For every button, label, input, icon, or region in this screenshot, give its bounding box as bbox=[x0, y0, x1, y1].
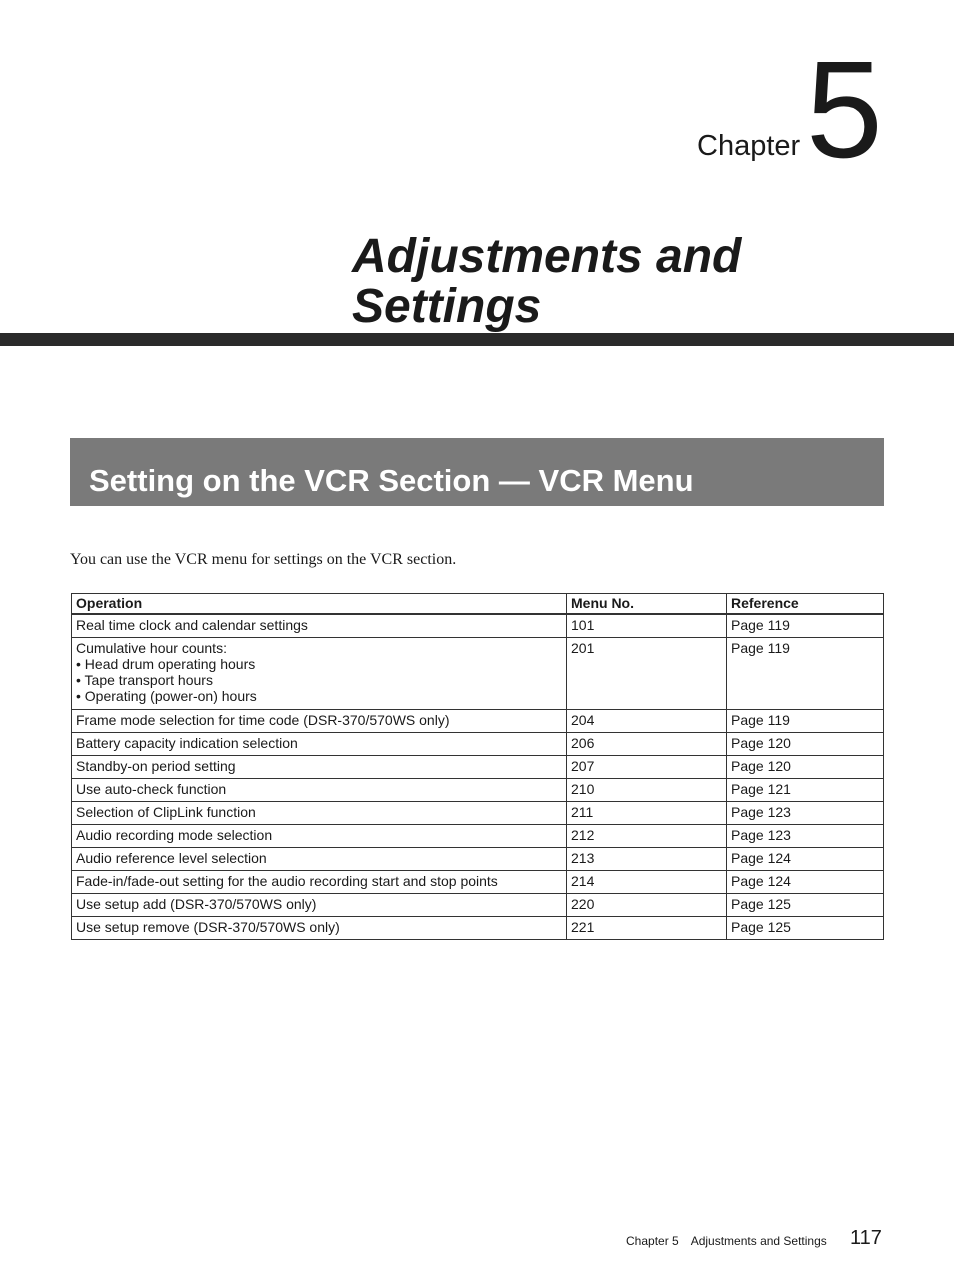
reference-cell: Page 125 bbox=[727, 894, 884, 917]
column-header-reference: Reference bbox=[727, 594, 884, 615]
table-row bbox=[72, 779, 884, 802]
operation-cell: Audio reference level selection bbox=[72, 848, 567, 871]
reference-cell: Page 124 bbox=[727, 871, 884, 894]
title-rule bbox=[0, 333, 954, 346]
menu-no-cell: 220 bbox=[567, 894, 727, 917]
operation-cell: Battery capacity indication selection bbox=[72, 733, 567, 756]
menu-no-cell: 211 bbox=[567, 802, 727, 825]
reference-cell: Page 125 bbox=[727, 917, 884, 940]
reference-cell: Page 123 bbox=[727, 825, 884, 848]
chapter-title: Adjustments and Settings bbox=[352, 230, 742, 333]
chapter-number: 5 bbox=[806, 33, 883, 187]
reference-cell: Page 123 bbox=[727, 802, 884, 825]
table-row bbox=[72, 614, 884, 638]
reference-cell: Page 120 bbox=[727, 756, 884, 779]
footer-chapter-label: Chapter 5 bbox=[626, 1234, 679, 1248]
menu-no-cell: 210 bbox=[567, 779, 727, 802]
table-row bbox=[72, 756, 884, 779]
table-row bbox=[72, 802, 884, 825]
menu-no-cell: 213 bbox=[567, 848, 727, 871]
footer-chapter-title: Adjustments and Settings bbox=[690, 1234, 827, 1248]
menu-no-cell: 221 bbox=[567, 917, 727, 940]
operation-cell: Standby-on period setting bbox=[72, 756, 567, 779]
section-heading: Setting on the VCR Section — VCR Menu bbox=[89, 463, 694, 498]
operation-cell: Cumulative hour counts: • Head drum operating hours • Tape transport hours • Operating (power-on) hours bbox=[72, 638, 567, 710]
running-footer bbox=[626, 1234, 827, 1248]
reference-cell: Page 120 bbox=[727, 733, 884, 756]
operation-cell: Use setup remove (DSR-370/570WS only) bbox=[72, 917, 567, 940]
operation-cell: Frame mode selection for time code (DSR-370/570WS only) bbox=[72, 710, 567, 733]
table-row bbox=[72, 733, 884, 756]
table-row bbox=[72, 825, 884, 848]
vcr-menu-table bbox=[71, 593, 884, 940]
operation-cell: Use auto-check function bbox=[72, 779, 567, 802]
table-row bbox=[72, 710, 884, 733]
column-header-operation: Operation bbox=[72, 594, 567, 615]
operation-cell: Real time clock and calendar settings bbox=[72, 614, 567, 638]
operation-cell: Use setup add (DSR-370/570WS only) bbox=[72, 894, 567, 917]
menu-no-cell: 101 bbox=[567, 614, 727, 638]
table-row bbox=[72, 638, 884, 710]
column-header-menu-no: Menu No. bbox=[567, 594, 727, 615]
reference-cell: Page 119 bbox=[727, 710, 884, 733]
table-header-row bbox=[72, 594, 884, 615]
menu-no-cell: 207 bbox=[567, 756, 727, 779]
operation-cell: Audio recording mode selection bbox=[72, 825, 567, 848]
reference-cell: Page 124 bbox=[727, 848, 884, 871]
menu-no-cell: 214 bbox=[567, 871, 727, 894]
menu-no-cell: 204 bbox=[567, 710, 727, 733]
reference-cell: Page 119 bbox=[727, 614, 884, 638]
chapter-label: Chapter bbox=[697, 130, 801, 162]
table-row bbox=[72, 917, 884, 940]
table-row bbox=[72, 871, 884, 894]
table-row bbox=[72, 894, 884, 917]
operation-cell: Fade-in/fade-out setting for the audio recording start and stop points bbox=[72, 871, 567, 894]
table-row bbox=[72, 848, 884, 871]
intro-paragraph: You can use the VCR menu for settings on the VCR section. bbox=[70, 551, 457, 568]
page-number: 117 bbox=[850, 1227, 882, 1249]
operation-cell: Selection of ClipLink function bbox=[72, 802, 567, 825]
menu-no-cell: 201 bbox=[567, 638, 727, 710]
menu-no-cell: 206 bbox=[567, 733, 727, 756]
reference-cell: Page 119 bbox=[727, 638, 884, 710]
menu-no-cell: 212 bbox=[567, 825, 727, 848]
reference-cell: Page 121 bbox=[727, 779, 884, 802]
